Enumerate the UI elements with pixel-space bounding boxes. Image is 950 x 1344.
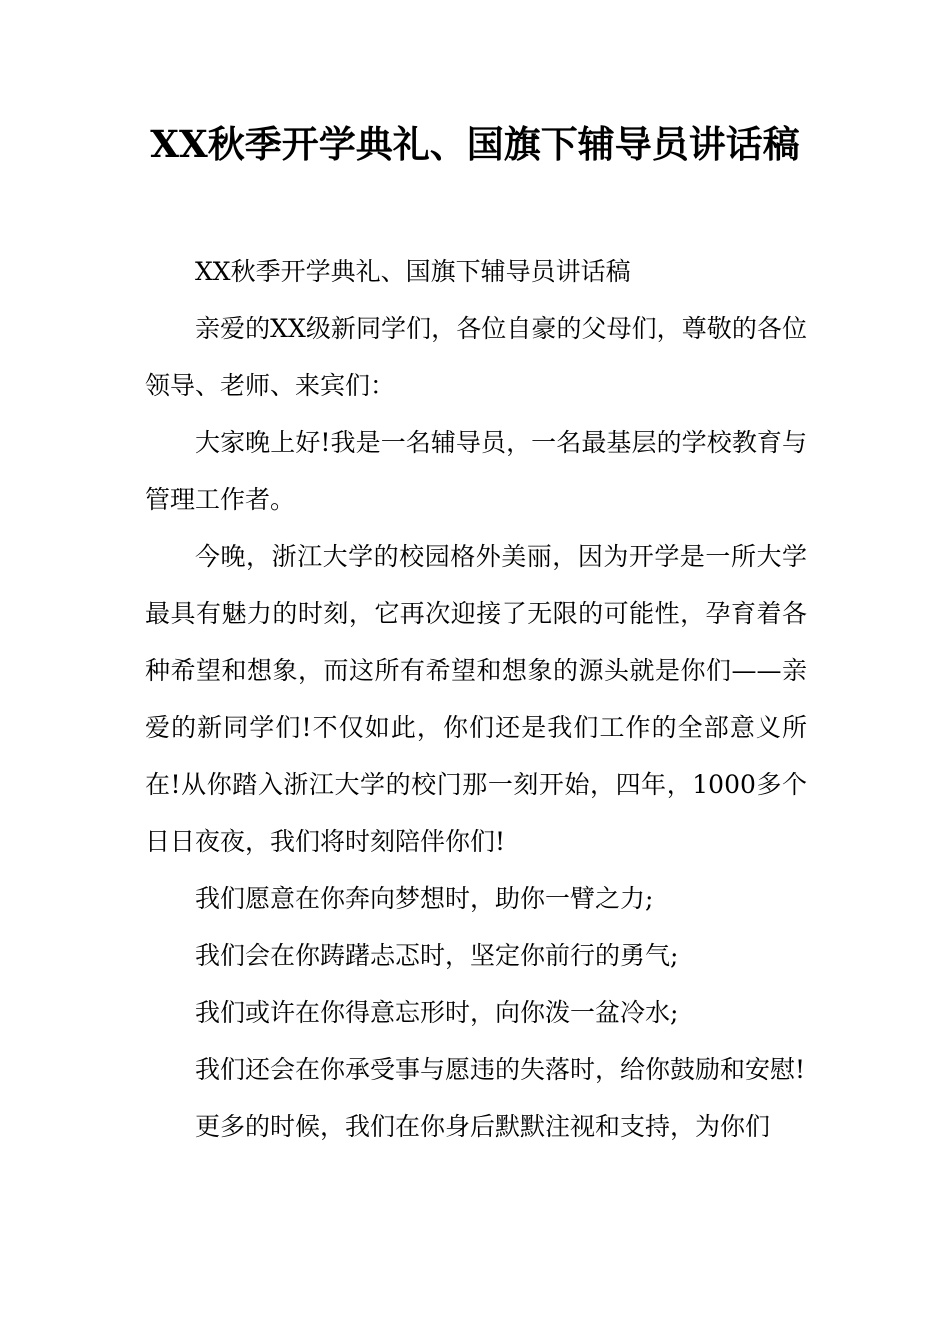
paragraph-line: 我们或许在你得意忘形时，向你泼一盆冷水; [195, 998, 679, 1027]
paragraph-main: 今晚，浙江大学的校园格外美丽，因为开学是一所大学最具有魅力的时刻，它再次迎接了无限的可能性，孕育着各种希望和想象，而这所有希望和想象的源头就是你们——亲爱的新同学们!不仅如此，你们还是我们工作的全部意义所在!从你踏入浙江大学的校门那一刻开始，四年，1000多个日日夜夜，我们将时刻陪伴你们! [145, 542, 807, 856]
paragraph-line: 我们会在你踌躇忐忑时，坚定你前行的勇气; [195, 941, 679, 970]
paragraph-line: 更多的时候，我们在你身后默默注视和支持，为你们 [195, 1112, 771, 1141]
paragraph-subtitle: XX秋季开学典礼、国旗下辅导员讲话稿 [195, 257, 631, 286]
document-title: XX秋季开学典礼、国旗下辅导员讲话稿 [150, 122, 800, 166]
paragraph-introduction: 大家晚上好!我是一名辅导员，一名最基层的学校教育与管理工作者。 [145, 428, 807, 514]
paragraph-greeting: 亲爱的XX级新同学们，各位自豪的父母们，尊敬的各位领导、老师、来宾们： [145, 314, 807, 400]
paragraph-line: 我们还会在你承受事与愿违的失落时，给你鼓励和安慰! [195, 1055, 806, 1084]
document-body [145, 243, 807, 1155]
paragraph-line: 我们愿意在你奔向梦想时，助你一臂之力; [195, 884, 654, 913]
